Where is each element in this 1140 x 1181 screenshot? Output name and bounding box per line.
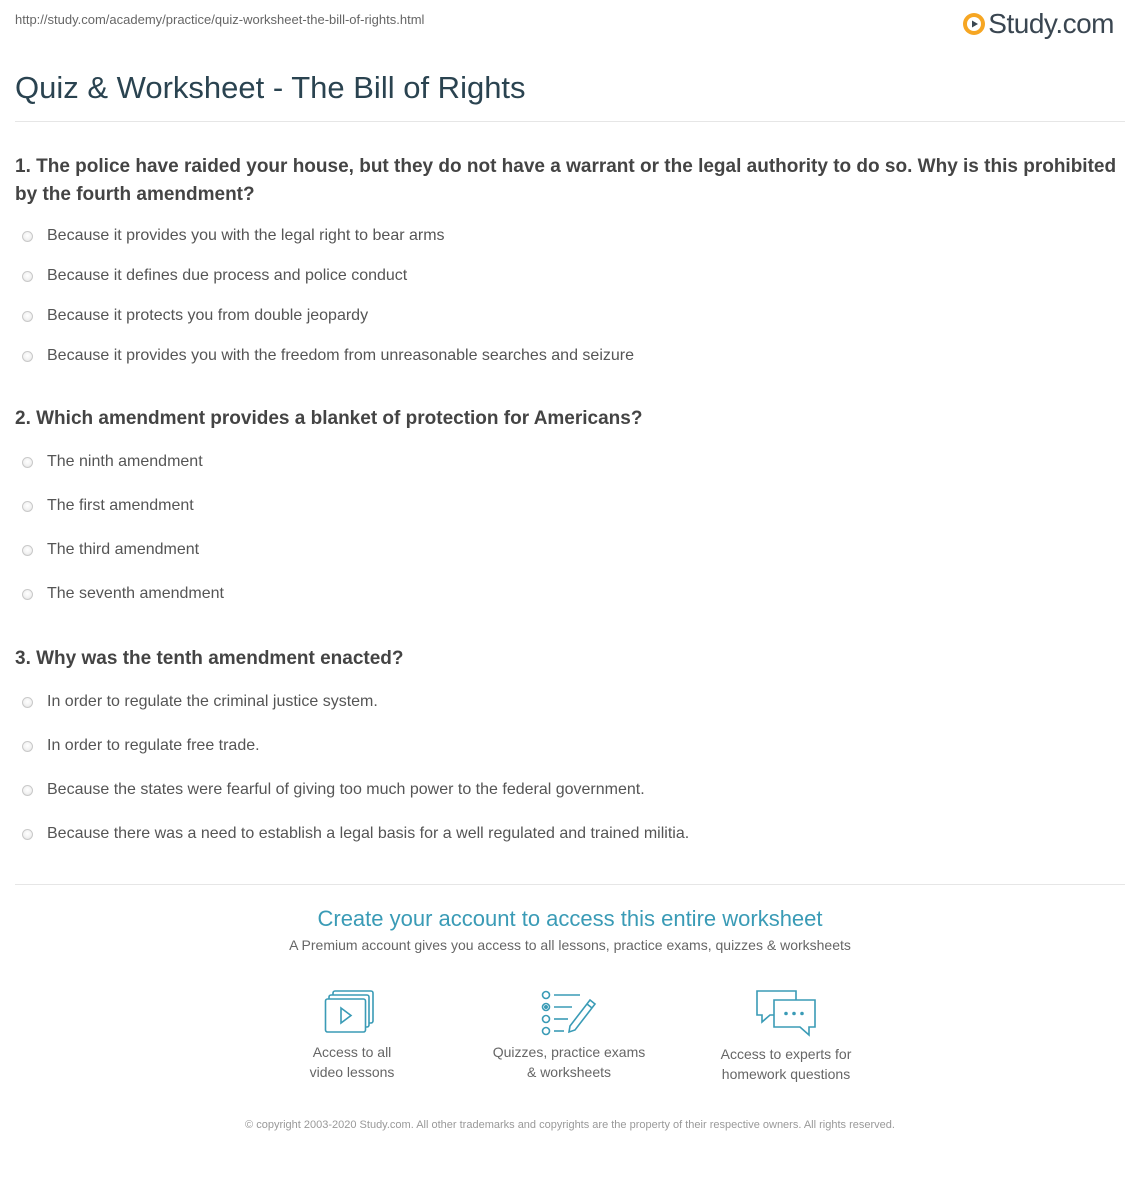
feature-label-line: Access to all xyxy=(312,1044,392,1060)
radio-button[interactable] xyxy=(22,785,33,796)
radio-button[interactable] xyxy=(22,311,33,322)
answer-label: The first amendment xyxy=(47,497,194,514)
question-1: 1. The police have raided your house, but they do not have a warrant or the legal authority to do so. Why is this prohibited by the fourth amendment? xyxy=(15,156,1117,205)
radio-button[interactable] xyxy=(22,271,33,282)
answer-label: In order to regulate the criminal justice system. xyxy=(47,693,378,710)
answer-label: Because it provides you with the legal right to bear arms xyxy=(47,227,445,244)
create-account-link[interactable]: Create your account to access this entire worksheet xyxy=(317,906,823,931)
answer-option[interactable] xyxy=(22,344,634,368)
answer-option[interactable] xyxy=(22,778,645,802)
radio-button[interactable] xyxy=(22,231,33,242)
answer-label: The third amendment xyxy=(47,541,200,558)
page-title: Quiz & Worksheet - The Bill of Rights xyxy=(15,70,526,105)
radio-button[interactable] xyxy=(22,457,33,468)
copyright-notice: © copyright 2003-2020 Study.com. All other trademarks and copyrights are the property of their respective owners. All rights reserved. xyxy=(245,1119,895,1131)
feature-label-line: & worksheets xyxy=(526,1064,612,1080)
feature-video-lessons xyxy=(252,988,452,1082)
answer-label: The ninth amendment xyxy=(47,453,203,470)
play-circle-icon xyxy=(963,13,985,35)
radio-button[interactable] xyxy=(22,501,33,512)
answer-label: The seventh amendment xyxy=(47,585,224,602)
answer-option[interactable] xyxy=(22,304,368,328)
feature-label-line: Access to experts for xyxy=(720,1046,852,1062)
logo-text: Study.com xyxy=(988,8,1114,39)
quiz-checklist-icon xyxy=(469,988,669,1036)
feature-quizzes xyxy=(469,988,669,1082)
radio-button[interactable] xyxy=(22,829,33,840)
answer-option[interactable] xyxy=(22,264,407,288)
answer-label: Because the states were fearful of giving too much power to the federal government. xyxy=(47,781,645,798)
answer-option[interactable] xyxy=(22,494,194,518)
expert-chat-icon xyxy=(686,988,886,1038)
question-2: 2. Which amendment provides a blanket of protection for Americans? xyxy=(15,408,643,429)
answer-label: Because there was a need to establish a legal basis for a well regulated and trained militia. xyxy=(47,825,690,842)
feature-experts xyxy=(686,988,886,1084)
answer-option[interactable] xyxy=(22,690,378,714)
answer-option[interactable] xyxy=(22,450,203,474)
feature-label-line: homework questions xyxy=(721,1066,851,1082)
question-3: 3. Why was the tenth amendment enacted? xyxy=(15,648,404,669)
answer-label: Because it protects you from double jeopardy xyxy=(47,307,369,324)
answer-label: Because it defines due process and police conduct xyxy=(47,267,408,284)
divider xyxy=(15,884,1125,885)
divider xyxy=(15,121,1125,122)
radio-button[interactable] xyxy=(22,545,33,556)
premium-description: A Premium account gives you access to all lessons, practice exams, quizzes & worksheets xyxy=(289,937,851,953)
page-url: http://study.com/academy/practice/quiz-worksheet-the-bill-of-rights.html xyxy=(15,12,425,27)
radio-button[interactable] xyxy=(22,589,33,600)
answer-label: Because it provides you with the freedom from unreasonable searches and seizure xyxy=(47,347,634,364)
feature-label-line: video lessons xyxy=(309,1064,395,1080)
radio-button[interactable] xyxy=(22,697,33,708)
answer-option[interactable] xyxy=(22,822,689,846)
video-lessons-icon xyxy=(252,988,452,1036)
feature-label-line: Quizzes, practice exams xyxy=(492,1044,646,1060)
radio-button[interactable] xyxy=(22,351,33,362)
study-logo[interactable] xyxy=(963,8,1114,40)
answer-option[interactable] xyxy=(22,734,260,758)
answer-option[interactable] xyxy=(22,582,224,606)
radio-button[interactable] xyxy=(22,741,33,752)
answer-option[interactable] xyxy=(22,538,199,562)
answer-option[interactable] xyxy=(22,224,445,248)
answer-label: In order to regulate free trade. xyxy=(47,737,260,754)
